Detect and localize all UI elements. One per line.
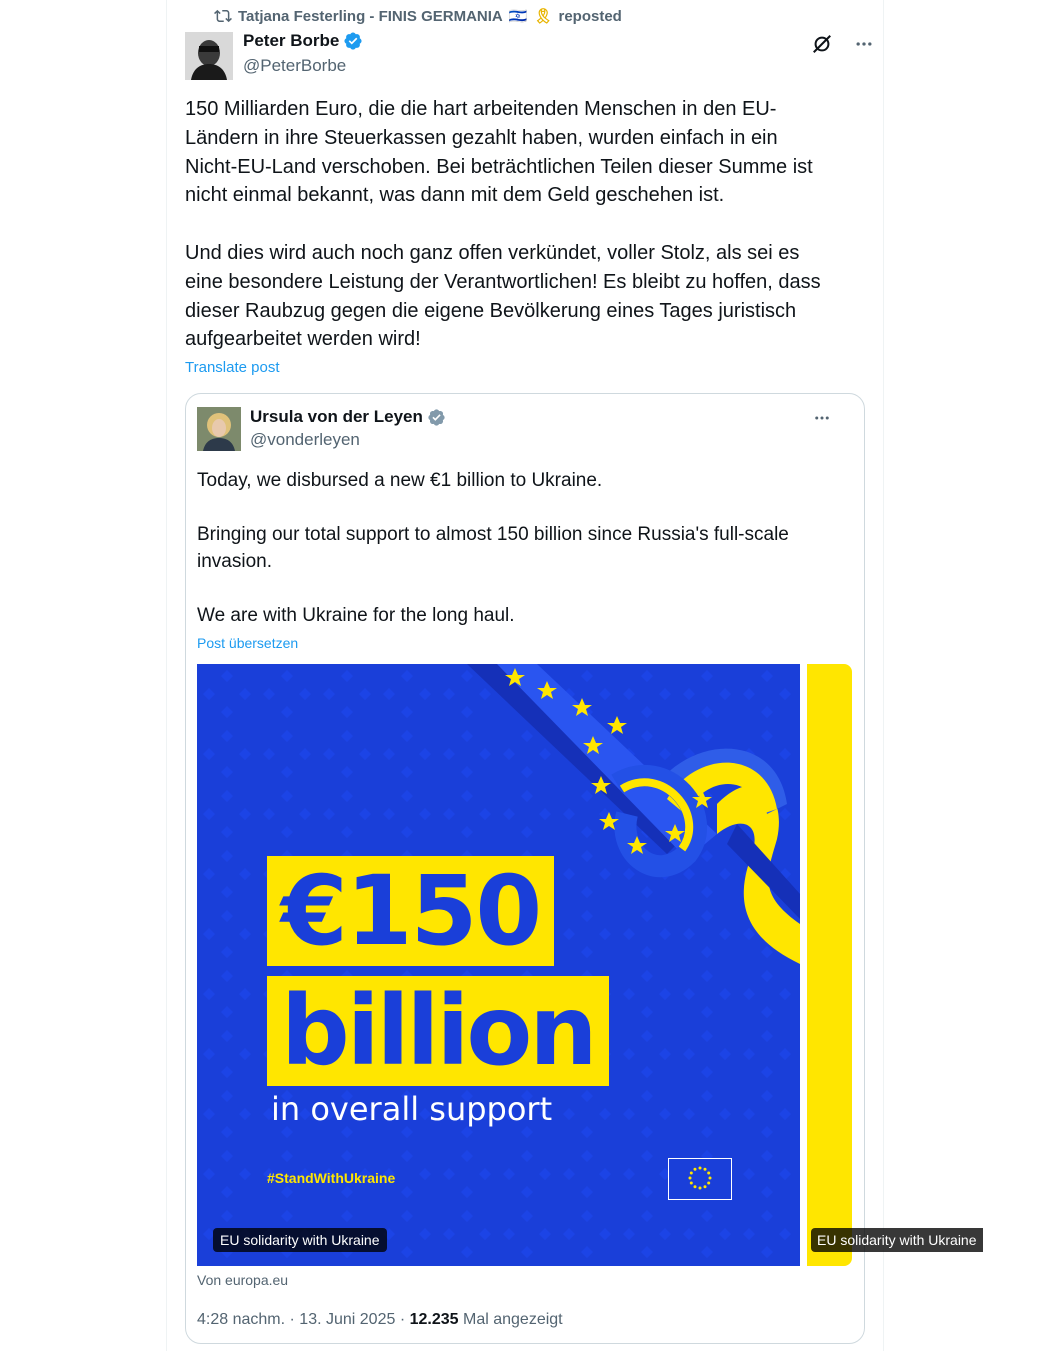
- author-avatar[interactable]: [185, 32, 233, 80]
- quoted-image[interactable]: [197, 664, 800, 1266]
- post-text: 150 Milliarden Euro, die die hart arbeitenden Menschen in den EU- Ländern in ihre Steuerkassen gezahlt haben, wurden einfach in ein Nicht-EU-Land verschoben. Bei beträchtlichen Teilen dieser Summe ist nicht einmal bekannt, was dann mit dem Geld geschehen ist. Und dies wird auch noch ganz offen verkündet, voller Stolz, als sei es eine besondere Leistung der Verantwortlichen! Es bleibt zu hoffen, dass dieser Raubzug gegen die eigene Bevölkerung eines Tages juristisch aufgearbeitet werden wird!: [185, 98, 821, 351]
- eu-flag-icon: [668, 1158, 732, 1200]
- more-options-icon[interactable]: [850, 30, 878, 58]
- image-amount-word: billion: [267, 976, 609, 1086]
- image-label: EU solidarity with Ukraine: [213, 1228, 387, 1252]
- image-amount: €150: [267, 856, 554, 966]
- author-handle[interactable]: @PeterBorbe: [243, 56, 347, 75]
- link-source[interactable]: Von europa.eu: [197, 1272, 289, 1288]
- image-hashtag: #StandWithUkraine: [267, 1170, 396, 1186]
- quoted-more-options-icon[interactable]: [808, 406, 836, 430]
- repost-user[interactable]: Tatjana Festerling - FINIS GERMANIA: [238, 7, 503, 25]
- image-subtitle: in overall support: [271, 1090, 553, 1128]
- post-date[interactable]: 13. Juni 2025: [299, 1311, 396, 1328]
- repost-label: reposted: [558, 7, 622, 25]
- meta-separator: ·: [399, 1311, 406, 1328]
- quoted-image-next[interactable]: [807, 664, 977, 1266]
- repost-context[interactable]: [214, 6, 622, 26]
- ribbon-icon: 🎗: [533, 8, 553, 25]
- author-name[interactable]: Peter Borbe: [243, 31, 340, 50]
- quoted-post-text: Today, we disbursed a new €1 billion to Ukraine. Bringing our total support to almost 150 billion since Russia's full-scale invasion. We are with Ukraine for the long haul.: [197, 470, 789, 626]
- view-count: 12.235: [409, 1311, 459, 1328]
- view-count-label: Mal angezeigt: [463, 1311, 563, 1328]
- post-time[interactable]: 4:28 nachm.: [197, 1311, 286, 1328]
- repost-icon: [214, 7, 232, 25]
- quoted-author-name[interactable]: Ursula von der Leyen: [250, 407, 423, 426]
- quoted-post[interactable]: [185, 393, 977, 1344]
- meta-separator: ·: [289, 1311, 295, 1328]
- next-image-label: EU solidarity with Ukraine: [811, 1228, 983, 1252]
- verified-badge-icon: [343, 31, 363, 51]
- post-meta: [197, 1311, 563, 1329]
- quoted-author-avatar[interactable]: [197, 407, 241, 451]
- verified-gov-badge-icon: [427, 408, 446, 427]
- translate-post-link[interactable]: Translate post: [185, 359, 280, 376]
- quoted-author-handle[interactable]: @vonderleyen: [250, 430, 360, 449]
- israel-flag-icon: 🇮🇱: [508, 8, 528, 25]
- quoted-translate-link[interactable]: Post übersetzen: [197, 635, 299, 651]
- grok-icon[interactable]: [808, 30, 836, 58]
